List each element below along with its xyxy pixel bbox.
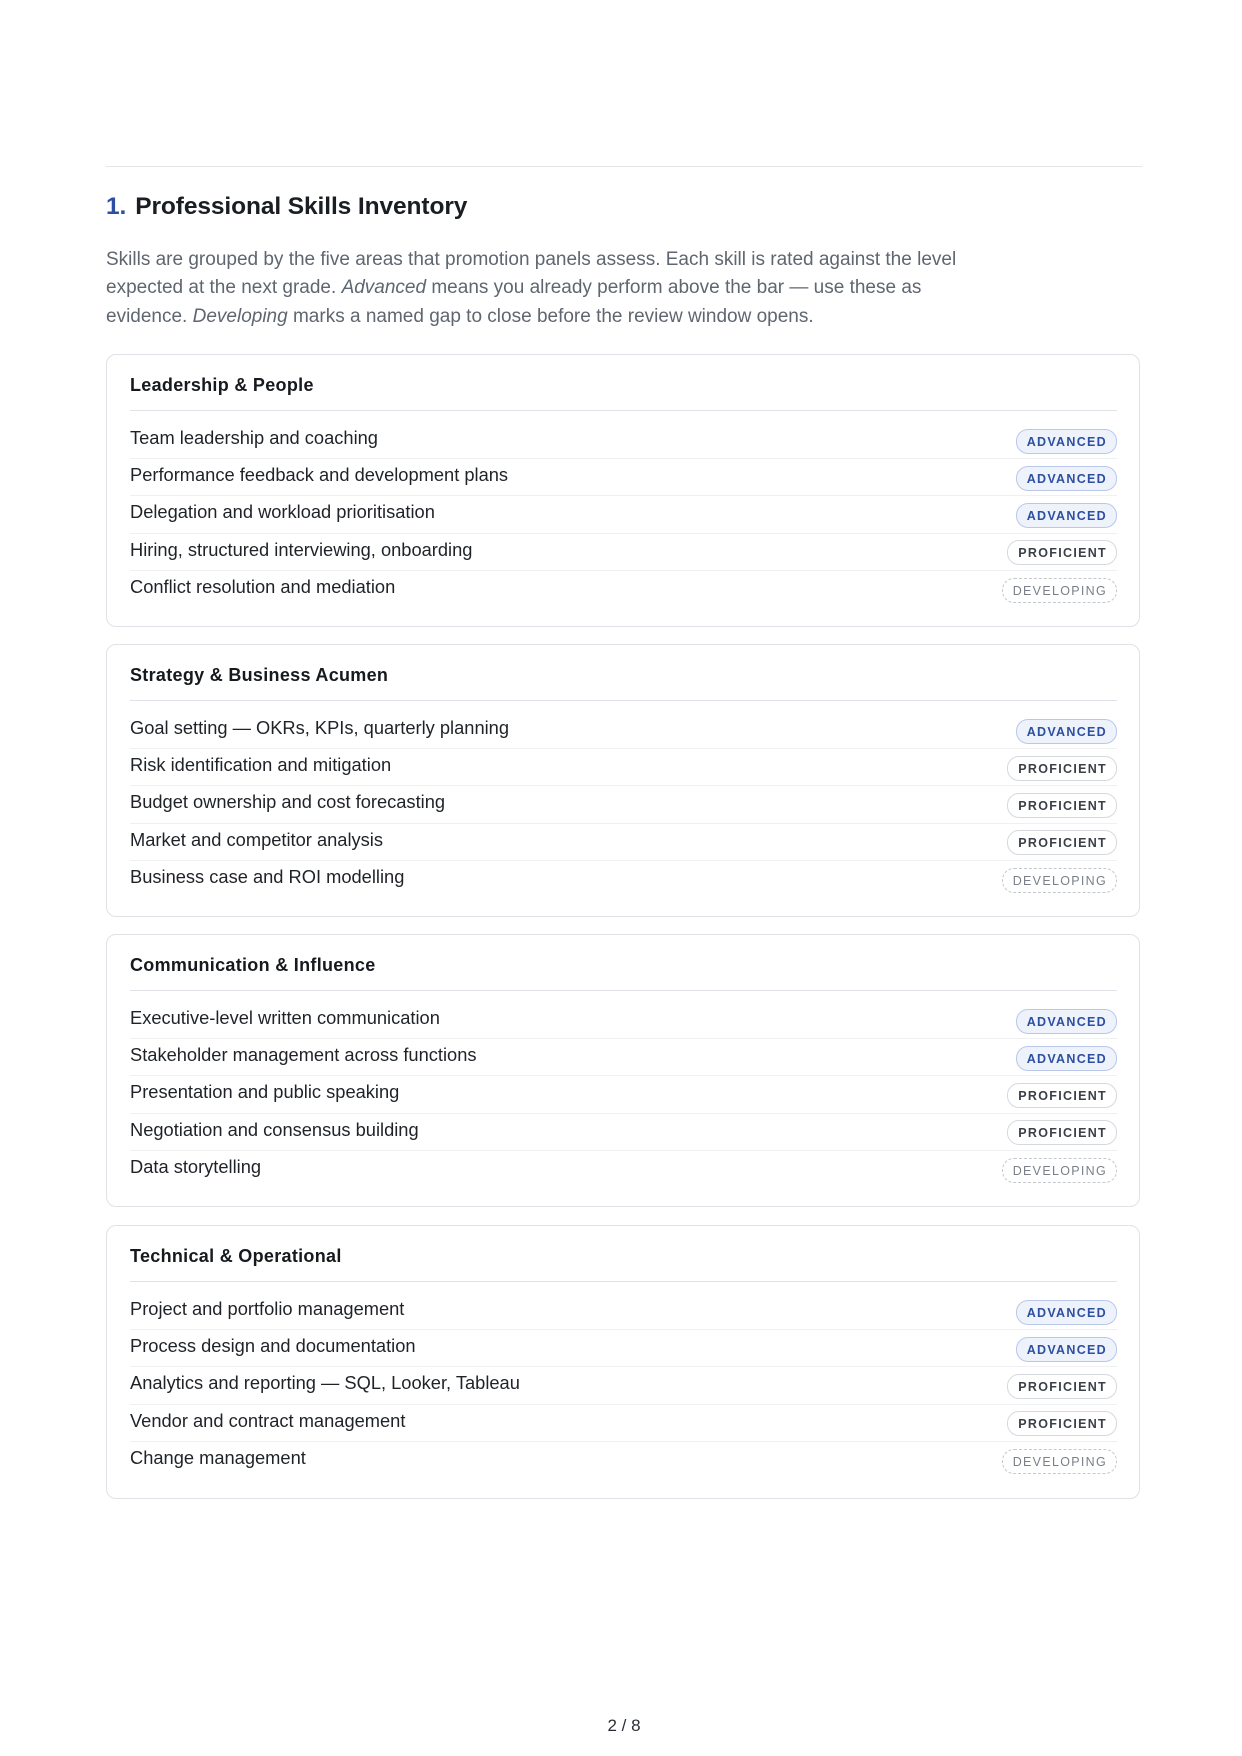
skill-row bbox=[130, 496, 1117, 533]
level-badge-advanced: ADVANCED bbox=[1016, 1300, 1117, 1325]
intro-emphasis-developing: Developing bbox=[192, 305, 288, 327]
skill-row bbox=[130, 1114, 1117, 1151]
skill-name: Delegation and workload prioritisation bbox=[130, 501, 435, 523]
skill-name: Conflict resolution and mediation bbox=[130, 576, 396, 598]
section-title-text: Professional Skills Inventory bbox=[135, 193, 468, 220]
section-title bbox=[106, 190, 467, 224]
level-badge-proficient: PROFICIENT bbox=[1007, 793, 1117, 818]
skill-name: Goal setting — OKRs, KPIs, quarterly planning bbox=[130, 717, 510, 739]
skill-row bbox=[130, 1039, 1117, 1076]
skill-name: Stakeholder management across functions bbox=[130, 1044, 477, 1066]
skill-row bbox=[130, 1405, 1117, 1442]
level-badge-developing: DEVELOPING bbox=[1002, 1158, 1117, 1183]
level-badge-proficient: PROFICIENT bbox=[1007, 830, 1117, 855]
skill-group-card bbox=[106, 644, 1140, 917]
skill-row bbox=[130, 422, 1117, 459]
skill-row bbox=[130, 1076, 1117, 1113]
skill-group-card bbox=[106, 934, 1140, 1207]
skill-name: Process design and documentation bbox=[130, 1335, 416, 1357]
level-badge-proficient: PROFICIENT bbox=[1007, 1374, 1117, 1399]
level-badge-advanced: ADVANCED bbox=[1016, 466, 1117, 491]
level-badge-advanced: ADVANCED bbox=[1016, 503, 1117, 528]
skill-name: Market and competitor analysis bbox=[130, 828, 384, 850]
skill-row bbox=[130, 712, 1117, 749]
skill-name: Hiring, structured interviewing, onboarding bbox=[130, 538, 473, 560]
skill-row bbox=[130, 824, 1117, 861]
level-badge-developing: DEVELOPING bbox=[1002, 578, 1117, 603]
skill-name: Analytics and reporting — SQL, Looker, Tableau bbox=[130, 1372, 520, 1394]
skill-list bbox=[130, 991, 1117, 1188]
skill-row bbox=[130, 861, 1117, 898]
skill-name: Business case and ROI modelling bbox=[130, 866, 405, 888]
intro-text-3: marks a named gap to close before the review window opens. bbox=[287, 305, 814, 327]
level-badge-advanced: ADVANCED bbox=[1016, 1337, 1117, 1362]
level-badge-proficient: PROFICIENT bbox=[1007, 756, 1117, 781]
skill-group-title: Leadership & People bbox=[130, 355, 1117, 411]
level-badge-proficient: PROFICIENT bbox=[1007, 540, 1117, 565]
level-badge-developing: DEVELOPING bbox=[1002, 1449, 1117, 1474]
skill-name: Performance feedback and development plans bbox=[130, 464, 509, 486]
skill-row bbox=[130, 1442, 1117, 1479]
skill-name: Presentation and public speaking bbox=[130, 1081, 400, 1103]
page-number: 2 / 8 bbox=[607, 1716, 641, 1735]
level-badge-developing: DEVELOPING bbox=[1002, 868, 1117, 893]
level-badge-advanced: ADVANCED bbox=[1016, 1009, 1117, 1034]
top-divider bbox=[106, 166, 1142, 167]
skill-row bbox=[130, 1367, 1117, 1404]
skill-list bbox=[130, 1282, 1117, 1479]
level-badge-proficient: PROFICIENT bbox=[1007, 1083, 1117, 1108]
skill-group-card bbox=[106, 1225, 1140, 1499]
skill-row bbox=[130, 1002, 1117, 1039]
skill-name: Change management bbox=[130, 1447, 306, 1469]
skill-row bbox=[130, 786, 1117, 823]
skill-group-card bbox=[106, 354, 1140, 627]
intro-text-2: means you already perform above the bar — use these as evidence. bbox=[106, 277, 922, 327]
skill-group-title: Strategy & Business Acumen bbox=[130, 645, 1117, 701]
skill-row bbox=[130, 1151, 1117, 1188]
skill-row bbox=[130, 1293, 1117, 1330]
intro-emphasis-advanced: Advanced bbox=[341, 277, 427, 299]
skill-name: Budget ownership and cost forecasting bbox=[130, 791, 446, 813]
skill-row bbox=[130, 534, 1117, 571]
skill-name: Project and portfolio management bbox=[130, 1298, 405, 1320]
level-badge-proficient: PROFICIENT bbox=[1007, 1411, 1117, 1436]
skill-group-title: Technical & Operational bbox=[130, 1226, 1117, 1282]
skill-row bbox=[130, 1330, 1117, 1367]
level-badge-advanced: ADVANCED bbox=[1016, 1046, 1117, 1071]
skill-name: Vendor and contract management bbox=[130, 1409, 406, 1431]
skill-name: Executive-level written communication bbox=[130, 1007, 440, 1029]
skill-row bbox=[130, 571, 1117, 608]
document-page bbox=[106, 0, 1142, 1756]
skill-group-title: Communication & Influence bbox=[130, 935, 1117, 991]
skill-list bbox=[130, 701, 1117, 898]
skill-name: Team leadership and coaching bbox=[130, 427, 378, 449]
section-number: 1. bbox=[106, 193, 127, 220]
level-badge-proficient: PROFICIENT bbox=[1007, 1120, 1117, 1145]
skill-name: Data storytelling bbox=[130, 1156, 262, 1178]
skill-name: Negotiation and consensus building bbox=[130, 1118, 419, 1140]
skill-name: Risk identification and mitigation bbox=[130, 754, 392, 776]
level-badge-advanced: ADVANCED bbox=[1016, 429, 1117, 454]
skill-row bbox=[130, 749, 1117, 786]
skill-row bbox=[130, 459, 1117, 496]
level-badge-advanced: ADVANCED bbox=[1016, 719, 1117, 744]
skill-list bbox=[130, 411, 1117, 608]
intro-text-1: Skills are grouped by the five areas that promotion panels assess. Each skill is rated against the level expected at the next grade. bbox=[106, 249, 957, 299]
section-intro bbox=[106, 246, 966, 331]
